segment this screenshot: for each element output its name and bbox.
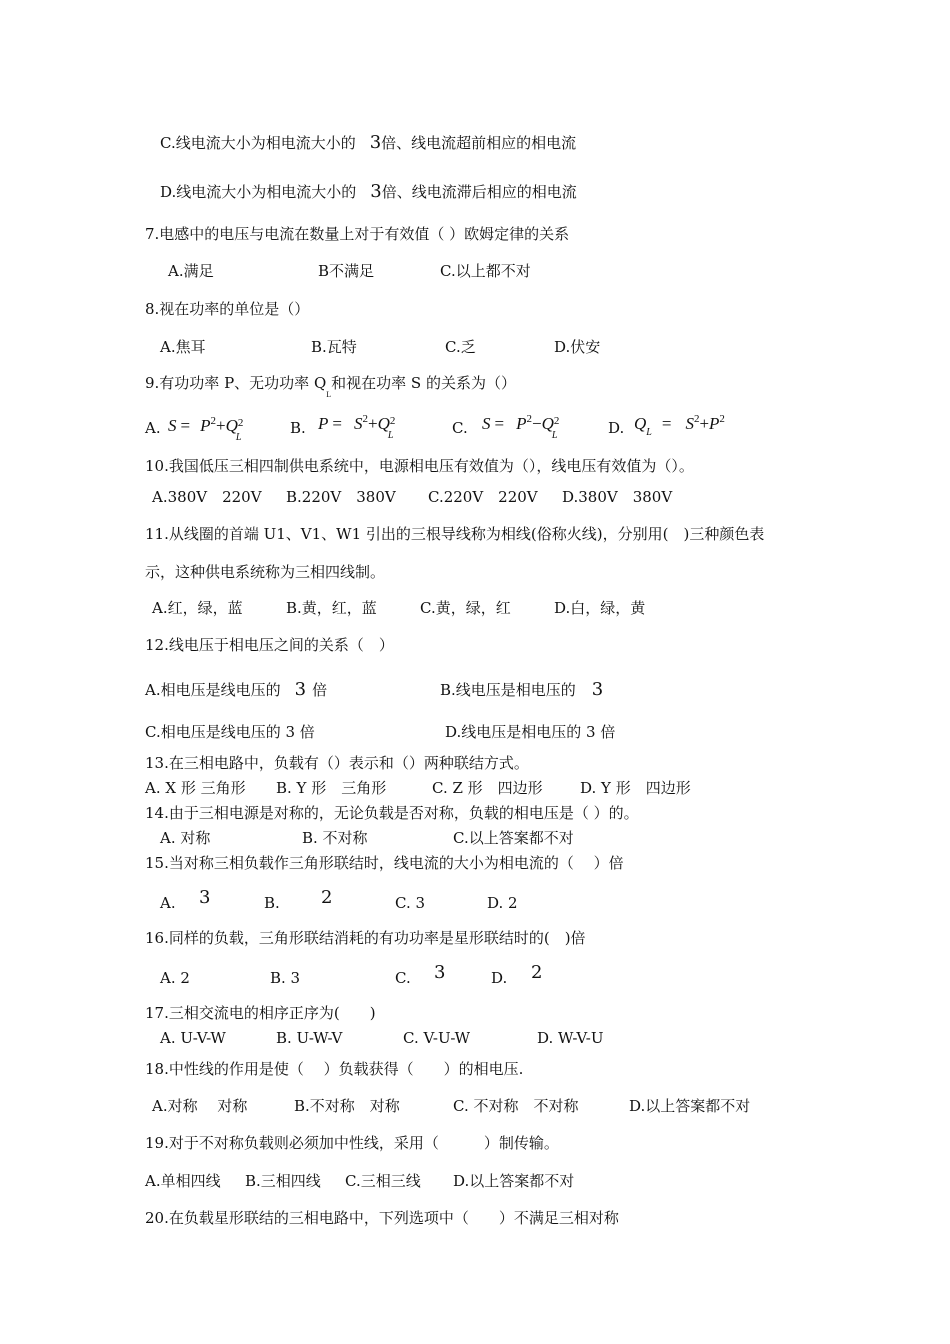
q8-option-d: D.伏安: [554, 338, 601, 356]
q9-formula-d: $Q_L = S^2+P^2$: [634, 413, 725, 438]
q16-option-d-value: 2: [531, 962, 543, 983]
q15-option-b-value: 2: [321, 887, 333, 908]
q18-option-b: B.不对称 对称: [294, 1097, 400, 1115]
q11-option-a: A.红，绿，蓝: [152, 599, 243, 617]
q14-option-b: B. 不对称: [302, 829, 368, 847]
q9-formula-b: $P = S^2+Q$ 2 L: [318, 413, 396, 441]
q16-option-c-value: 3: [434, 962, 446, 983]
q18-question: 18.中性线的作用是使（ ）负载获得（ ）的相电压.: [145, 1060, 524, 1078]
q10-option-d: D.380V 380V: [562, 488, 673, 506]
q20-question: 20.在负载星形联结的三相电路中，下列选项中（ ）不满足三相对称: [145, 1209, 619, 1227]
q8-option-a: A.焦耳: [160, 338, 206, 356]
q10-option-b: B.220V 380V: [286, 488, 396, 506]
q11-option-b: B.黄，红，蓝: [286, 599, 377, 617]
q13-question: 13.在三相电路中，负载有（）表示和（）两种联结方式。: [145, 754, 529, 772]
q7-option-a: A.满足: [168, 262, 214, 280]
q16-option-b: B. 3: [270, 969, 301, 987]
q12-option-b: B.线电压是相电压的 3: [440, 679, 604, 700]
q11-option-c: C.黄，绿，红: [420, 599, 511, 617]
q17-option-b: B. U-W-V: [276, 1029, 343, 1047]
q13-option-a: A. X 形 三角形: [145, 779, 246, 797]
q10-option-c: C.220V 220V: [428, 488, 538, 506]
q19-question: 19.对于不对称负载则必须加中性线，采用（ ）制传输。: [145, 1134, 559, 1152]
q9-formula-c: $S = P^2-Q$ 2 L: [482, 413, 560, 441]
q18-option-c: C. 不对称 不对称: [453, 1097, 579, 1115]
q7-question: 7.电感中的电压与电流在数量上对于有效值（ ）欧姆定律的关系: [145, 225, 570, 243]
q17-question: 17.三相交流电的相序正序为( ): [145, 1004, 376, 1022]
q8-option-c: C.乏: [445, 338, 476, 356]
q16-question: 16.同样的负载，三角形联结消耗的有功功率是星形联结时的( )倍: [145, 929, 586, 947]
q15-option-a-value: 3: [199, 887, 211, 908]
q12-option-c: C.相电压是线电压的 3 倍: [145, 723, 315, 741]
q7-option-b: B不满足: [318, 262, 375, 280]
q11-option-d: D.白，绿，黄: [554, 599, 646, 617]
q6-option-c: C.线电流大小为相电流大小的 3倍、线电流超前相应的相电流: [160, 132, 577, 153]
q16-option-d-label: D.: [491, 969, 508, 987]
q9-option-a-label: A.: [145, 419, 161, 437]
q15-option-d: D. 2: [487, 894, 518, 912]
q9-option-c-label: C.: [452, 419, 468, 437]
q10-option-a: A.380V 220V: [152, 488, 262, 506]
q6-option-d: D.线电流大小为相电流大小的 3倍、线电流滞后相应的相电流: [160, 181, 577, 202]
q7-option-c: C.以上都不对: [440, 262, 531, 280]
q15-option-a-label: A.: [160, 894, 176, 912]
q17-option-a: A. U-V-W: [160, 1029, 226, 1047]
q15-option-c: C. 3: [395, 894, 426, 912]
q8-question: 8.视在功率的单位是（）: [145, 300, 310, 318]
q9-option-d-label: D.: [608, 419, 625, 437]
q8-option-b: B.瓦特: [311, 338, 357, 356]
q19-option-d: D.以上答案都不对: [453, 1172, 575, 1190]
q9-formula-a: $S = P^2+Q$ 2 L: [168, 415, 244, 443]
q12-option-d: D.线电压是相电压的 3 倍: [445, 723, 616, 741]
q12-option-a: A.相电压是线电压的 3 倍: [145, 679, 328, 700]
q17-option-d: D. W-V-U: [537, 1029, 604, 1047]
q17-option-c: C. V-U-W: [403, 1029, 471, 1047]
q9-option-b-label: B.: [290, 419, 306, 437]
q15-question: 15.当对称三相负载作三角形联结时，线电流的大小为相电流的（ ）倍: [145, 854, 624, 872]
q14-option-a: A. 对称: [160, 829, 211, 847]
q15-option-b-label: B.: [264, 894, 280, 912]
q19-option-a: A.单相四线: [145, 1172, 221, 1190]
q13-option-d: D. Y 形 四边形: [580, 779, 691, 797]
q11-question-line1: 11.从线圈的首端 U1、V1、W1 引出的三根导线称为相线(俗称火线)，分别用( )三种颜色表: [145, 525, 765, 543]
q18-option-a: A.对称 对称: [152, 1097, 248, 1115]
q12-question: 12.线电压于相电压之间的关系（ ）: [145, 636, 394, 654]
q14-option-c: C.以上答案都不对: [453, 829, 574, 847]
q16-option-a: A. 2: [160, 969, 190, 987]
q16-option-c-label: C.: [395, 969, 411, 987]
q13-option-b: B. Y 形 三角形: [276, 779, 387, 797]
q11-question-line2: 示，这种供电系统称为三相四线制。: [145, 563, 386, 581]
q9-question: 9.有功功率 P、无功功率 $Q_L$和视在功率 S 的关系为（）: [145, 374, 516, 399]
q19-option-b: B.三相四线: [245, 1172, 321, 1190]
q19-option-c: C.三相三线: [345, 1172, 421, 1190]
q18-option-d: D.以上答案都不对: [629, 1097, 751, 1115]
q14-question: 14.由于三相电源是对称的，无论负载是否对称，负载的相电压是（ ）的。: [145, 804, 639, 822]
q10-question: 10.我国低压三相四制供电系统中，电源相电压有效值为（），线电压有效值为（）。: [145, 457, 694, 475]
q13-option-c: C. Z 形 四边形: [432, 779, 543, 797]
